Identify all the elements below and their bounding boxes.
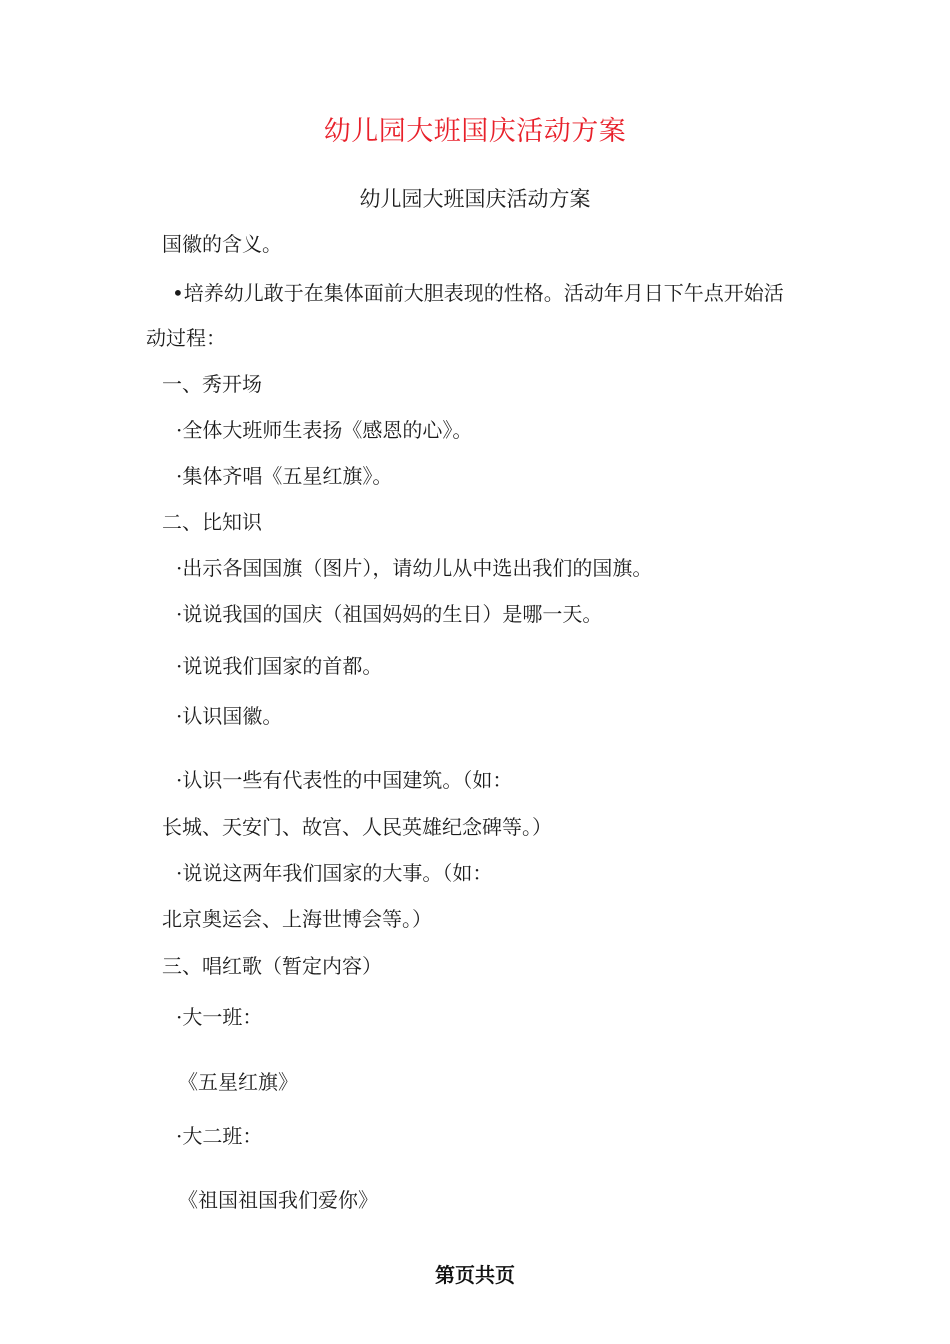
list-item: ·认识一些有代表性的中国建筑。（如： bbox=[176, 768, 513, 792]
section-heading: 一、秀开场 bbox=[162, 372, 262, 396]
paragraph-line: 动过程： bbox=[146, 326, 226, 350]
document-title: 幼儿园大班国庆活动方案 bbox=[323, 116, 627, 147]
list-item: ·说说我们国家的首都。 bbox=[176, 654, 383, 678]
paragraph-line: 国徽的含义。 bbox=[162, 232, 282, 256]
section-heading: 二、比知识 bbox=[162, 510, 262, 534]
paragraph-line: •培养幼儿敢于在集体面前大胆表现的性格。活动年月日下午点开始活 bbox=[172, 281, 784, 305]
list-item: ·出示各国国旗（图片），请幼儿从中选出我们的国旗。 bbox=[176, 556, 653, 580]
list-item: ·全体大班师生表扬《感恩的心》。 bbox=[176, 418, 473, 442]
list-item: ·说说我国的国庆（祖国妈妈的生日）是哪一天。 bbox=[176, 602, 603, 626]
section-heading: 三、唱红歌（暂定内容） bbox=[162, 954, 382, 978]
list-item: ·认识国徽。 bbox=[176, 704, 283, 728]
song-title: 《祖国祖国我们爱你》 bbox=[178, 1188, 378, 1212]
paragraph-line: 长城、天安门、故宫、人民英雄纪念碑等。） bbox=[162, 815, 552, 839]
page-footer: 第页共页 bbox=[435, 1263, 515, 1287]
song-title: 《五星红旗》 bbox=[178, 1070, 298, 1094]
list-item: ·大一班： bbox=[176, 1005, 263, 1029]
document-subtitle: 幼儿园大班国庆活动方案 bbox=[359, 187, 591, 211]
list-item: ·说说这两年我们国家的大事。（如： bbox=[176, 861, 493, 885]
paragraph-line: 北京奥运会、上海世博会等。） bbox=[162, 907, 432, 931]
list-item: ·大二班： bbox=[176, 1124, 263, 1148]
list-item: ·集体齐唱《五星红旗》。 bbox=[176, 464, 393, 488]
